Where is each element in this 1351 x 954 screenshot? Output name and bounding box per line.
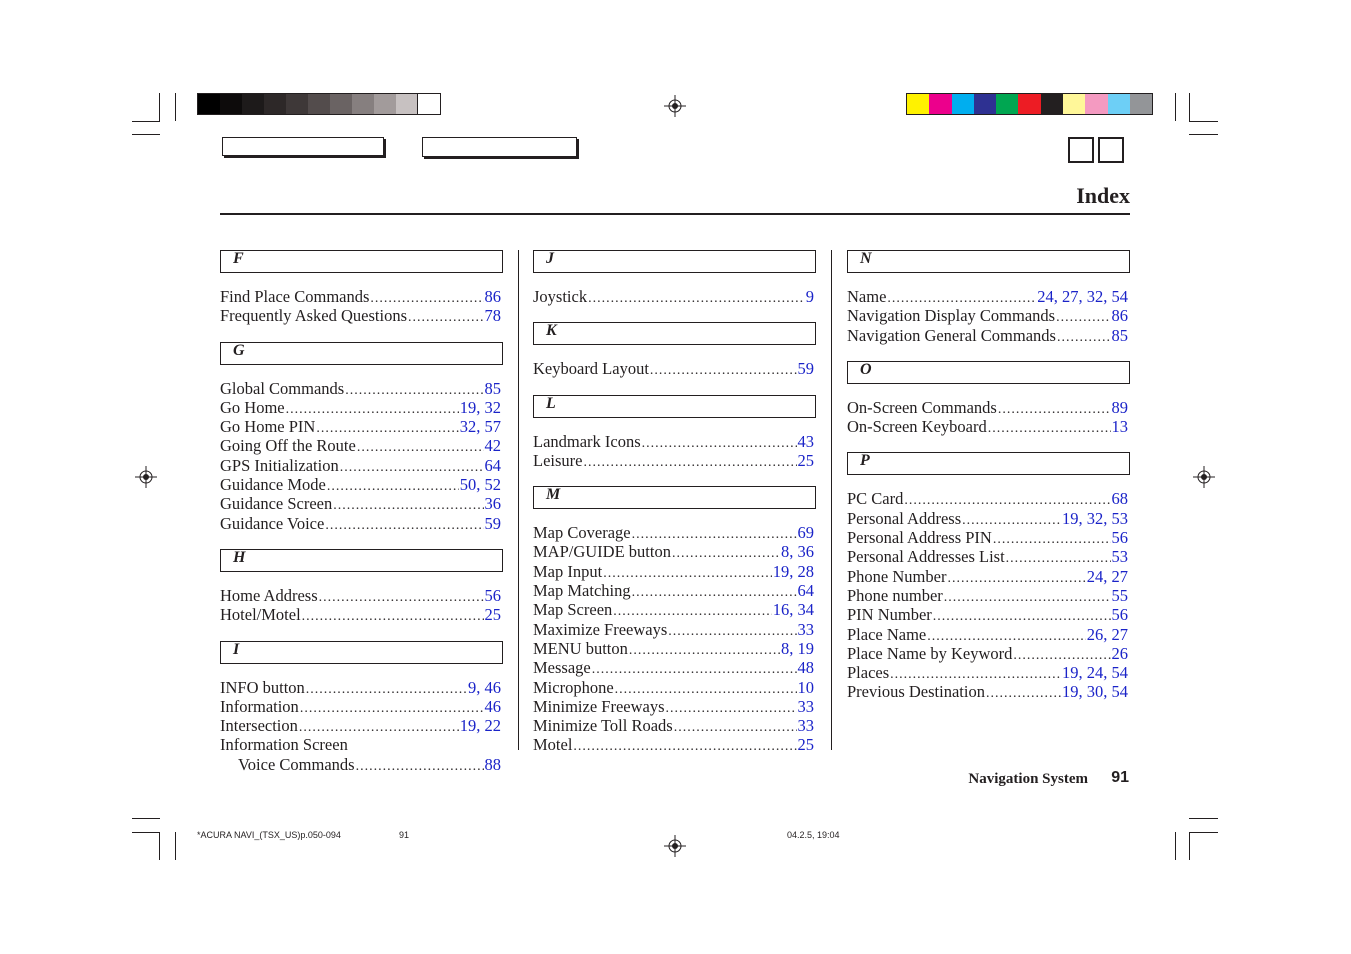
entry-page-link[interactable]: 48 [797, 658, 814, 678]
index-entry-list [533, 359, 816, 378]
leader-dots [988, 419, 1111, 438]
swatch [242, 94, 264, 114]
swatch [1063, 94, 1085, 114]
index-entry [220, 586, 503, 605]
index-entry [847, 417, 1130, 436]
leader-dots [319, 588, 484, 607]
index-entry [847, 644, 1130, 663]
entry-label: Information Screen [220, 735, 348, 755]
entry-label: Guidance Voice [220, 513, 325, 533]
section-letter: N [860, 250, 872, 267]
leader-dots [1057, 328, 1111, 347]
index-entry [533, 562, 816, 581]
leader-dots [933, 607, 1111, 626]
index-column-2 [533, 250, 816, 771]
leader-dots [615, 680, 797, 699]
leader-dots [302, 607, 484, 626]
index-entry [533, 697, 816, 716]
leader-dots [333, 496, 483, 515]
column-divider [518, 250, 519, 750]
entry-page-link[interactable]: 19, 22 [459, 716, 501, 736]
entry-page-link[interactable]: 9 [805, 287, 814, 306]
leader-dots [927, 627, 1085, 646]
entry-label: Keyboard Layout [533, 359, 649, 379]
entry-label: Place Name by Keyword [847, 643, 1013, 663]
entry-label: Guidance Screen [220, 494, 333, 514]
swatch [1085, 94, 1107, 114]
index-entry [847, 326, 1130, 345]
index-entry-list [220, 678, 503, 774]
swatch [974, 94, 996, 114]
entry-page-link[interactable]: 85 [484, 378, 501, 398]
section-letter: F [233, 250, 244, 267]
entry-label: On-Screen Commands [847, 397, 997, 417]
entry-page-link[interactable]: 19, 28 [772, 561, 814, 581]
section-letter-box [533, 395, 816, 418]
entry-label: Information [220, 696, 299, 716]
leader-dots [674, 718, 797, 737]
column-divider [831, 250, 832, 750]
index-entry [220, 456, 503, 475]
entry-label: Find Place Commands [220, 287, 370, 306]
index-entry [220, 287, 503, 306]
index-entry [220, 475, 503, 494]
section-letter-box [220, 549, 503, 572]
index-entry [847, 663, 1130, 682]
entry-label: Map Matching [533, 581, 631, 601]
leader-dots [668, 622, 796, 641]
index-entry [533, 523, 816, 542]
swatch [1130, 94, 1152, 114]
entry-page-link[interactable]: 69 [797, 523, 814, 543]
index-entry-list [847, 489, 1130, 701]
index-entry [847, 605, 1130, 624]
entry-label: Places [847, 663, 890, 683]
entry-label: Maximize Freeways [533, 619, 668, 639]
entry-label: Map Screen [533, 600, 613, 620]
entry-page-link[interactable]: 56 [1111, 528, 1128, 548]
entry-label: Minimize Toll Roads [533, 716, 673, 736]
leader-dots [947, 569, 1085, 588]
footer-label: Navigation System [968, 771, 1088, 787]
leader-dots [408, 308, 484, 327]
registration-mark-icon [664, 95, 686, 117]
index-entry [533, 600, 816, 619]
index-entry [533, 451, 816, 470]
leader-dots [356, 757, 484, 776]
entry-page-link[interactable]: 59 [484, 513, 501, 533]
entry-page-link[interactable]: 85 [1111, 325, 1128, 345]
header-box-left [222, 137, 384, 156]
index-column-1 [220, 250, 503, 790]
entry-page-link[interactable]: 64 [797, 581, 814, 601]
section-letter: O [860, 360, 872, 378]
entry-label: Map Input [533, 561, 603, 581]
index-entry [847, 567, 1130, 586]
registration-mark-icon [135, 466, 157, 488]
index-entry [533, 735, 816, 754]
leader-dots [962, 511, 1061, 530]
swatch [352, 94, 374, 114]
title-rule [220, 213, 1130, 215]
leader-dots [340, 458, 484, 477]
section-letter: J [546, 250, 554, 267]
leader-dots [666, 699, 797, 718]
entry-label: Motel [533, 735, 573, 755]
entry-page-link[interactable]: 33 [797, 696, 814, 716]
entry-label: INFO button [220, 677, 305, 697]
entry-page-link[interactable]: 64 [484, 455, 501, 475]
entry-label: Phone number [847, 585, 943, 605]
index-entry-list [533, 432, 816, 471]
index-entry [847, 306, 1130, 325]
entry-label: Global Commands [220, 378, 345, 398]
leader-dots [583, 453, 796, 472]
entry-page-link[interactable]: 19, 32, 53 [1062, 508, 1128, 528]
entry-page-link[interactable]: 8, 19 [781, 638, 814, 658]
entry-label: PIN Number [847, 605, 932, 625]
index-entry [220, 678, 503, 697]
section-letter-box [533, 322, 816, 345]
entry-page-link[interactable]: 19, 32 [459, 397, 501, 417]
entry-page-link[interactable]: 24, 27 [1086, 566, 1128, 586]
leader-dots [887, 289, 1036, 308]
leader-dots [672, 544, 780, 563]
entry-page-link[interactable]: 19, 30, 54 [1062, 682, 1128, 702]
leader-dots [345, 381, 483, 400]
leader-dots [357, 438, 484, 457]
entry-page-link[interactable]: 25 [797, 450, 814, 470]
entry-page-link[interactable]: 16, 34 [772, 600, 814, 620]
section-letter-box [533, 250, 816, 273]
entry-label: Microphone [533, 677, 614, 697]
index-entry-list [847, 287, 1130, 345]
entry-page-link[interactable]: 59 [797, 359, 814, 379]
entry-page-link[interactable]: 78 [484, 306, 501, 326]
registration-mark-icon [1193, 466, 1215, 488]
leader-dots [632, 525, 797, 544]
entry-page-link[interactable]: 42 [484, 436, 501, 456]
swatch [198, 94, 220, 114]
entry-page-link[interactable]: 36 [484, 494, 501, 514]
slug-date: 04.2.5, 19:04 [787, 830, 840, 840]
section-letter-box [847, 452, 1130, 475]
entry-page-link[interactable]: 26 [1111, 643, 1128, 663]
footer-page-number: 91 [1111, 769, 1129, 786]
entry-label: Map Coverage [533, 523, 631, 543]
entry-page-link[interactable]: 53 [1111, 547, 1128, 567]
index-entry [847, 509, 1130, 528]
swatch [1108, 94, 1130, 114]
swatch [1018, 94, 1040, 114]
leader-dots [325, 516, 483, 535]
index-entry [847, 547, 1130, 566]
entry-page-link[interactable]: 9, 46 [468, 677, 501, 697]
index-entry [533, 639, 816, 658]
entry-label: GPS Initialization [220, 455, 339, 475]
leader-dots [890, 665, 1061, 684]
entry-label: Hotel/Motel [220, 605, 301, 625]
index-entry [220, 755, 503, 774]
index-entry [220, 417, 503, 436]
swatch [1041, 94, 1063, 114]
index-entry [533, 287, 816, 306]
leader-dots [632, 583, 797, 602]
swatch [220, 94, 242, 114]
leader-dots [286, 400, 459, 419]
entry-label: Joystick [533, 287, 588, 306]
page-title: Index [1076, 183, 1130, 208]
section-letter: H [233, 548, 246, 566]
leader-dots [1006, 549, 1111, 568]
index-entry [220, 379, 503, 398]
tab-box [1098, 137, 1124, 163]
entry-label: MENU button [533, 638, 628, 658]
header-box-right [422, 137, 577, 157]
entry-page-link[interactable]: 33 [797, 619, 814, 639]
slug-page: 91 [399, 830, 410, 840]
index-entry [847, 625, 1130, 644]
entry-label: Personal Address [847, 508, 962, 528]
slug-filename: *ACURA NAVI_(TSX_US)p.050-094 [197, 830, 341, 840]
swatch [308, 94, 330, 114]
index-entry [220, 436, 503, 455]
index-entry [220, 605, 503, 624]
index-column-3 [847, 250, 1130, 718]
index-entry [847, 398, 1130, 417]
entry-page-link[interactable]: 25 [484, 605, 501, 625]
swatch [396, 94, 418, 114]
leader-dots [299, 718, 459, 737]
swatch [929, 94, 951, 114]
entry-label: Go Home [220, 397, 285, 417]
swatch [907, 94, 929, 114]
entry-label: PC Card [847, 489, 904, 509]
entry-page-link[interactable]: 25 [797, 735, 814, 755]
entry-page-link[interactable]: 46 [484, 696, 501, 716]
index-entry [533, 542, 816, 561]
entry-label: Personal Address PIN [847, 528, 992, 548]
entry-page-link[interactable]: 88 [484, 754, 501, 774]
registration-mark-icon [664, 835, 686, 857]
section-letter-box [847, 361, 1130, 384]
swatch [952, 94, 974, 114]
entry-page-link[interactable]: 56 [484, 585, 501, 605]
leader-dots [1056, 308, 1110, 327]
leader-dots [904, 491, 1110, 510]
tab-box [1068, 137, 1094, 163]
index-entry [220, 306, 503, 325]
leader-dots [629, 641, 780, 660]
entry-page-link[interactable]: 43 [797, 431, 814, 451]
section-letter: I [233, 640, 240, 658]
entry-label: Home Address [220, 585, 318, 605]
entry-label: Guidance Mode [220, 475, 326, 495]
entry-label: Name [847, 287, 887, 306]
leader-dots [327, 477, 459, 496]
swatch [264, 94, 286, 114]
entry-label: MAP/GUIDE button [533, 542, 671, 562]
swatch [286, 94, 308, 114]
entry-label: Going Off the Route [220, 436, 356, 456]
entry-page-link[interactable]: 86 [484, 287, 501, 306]
leader-dots [592, 660, 797, 679]
section-letter: K [546, 322, 557, 340]
index-entry [533, 359, 816, 378]
swatch [996, 94, 1018, 114]
index-entry [220, 735, 503, 754]
index-entry [533, 658, 816, 677]
index-entry [220, 716, 503, 735]
leader-dots [588, 289, 805, 308]
index-entry [533, 678, 816, 697]
entry-page-link[interactable]: 10 [797, 677, 814, 697]
index-entry [533, 432, 816, 451]
entry-page-link[interactable]: 8, 36 [781, 542, 814, 562]
entry-label: Landmark Icons [533, 431, 641, 451]
entry-label: On-Screen Keyboard [847, 417, 987, 437]
leader-dots [944, 588, 1111, 607]
entry-page-link[interactable]: 24, 27, 32, 54 [1037, 287, 1128, 306]
section-letter-box [220, 342, 503, 365]
index-entry [533, 581, 816, 600]
entry-label: Leisure [533, 450, 583, 470]
index-entry [220, 398, 503, 417]
index-entry [847, 489, 1130, 508]
index-entry [220, 697, 503, 716]
entry-label: Navigation General Commands [847, 325, 1056, 345]
section-letter-box [220, 250, 503, 273]
index-entry [847, 287, 1130, 306]
entry-label: Previous Destination [847, 682, 985, 702]
index-entry [533, 620, 816, 639]
entry-page-link[interactable]: 26, 27 [1086, 624, 1128, 644]
index-entry-list [533, 287, 816, 306]
entry-label: Message [533, 658, 591, 678]
leader-dots [1013, 646, 1110, 665]
section-letter-box [220, 641, 503, 664]
entry-page-link[interactable]: 13 [1111, 417, 1128, 437]
leader-dots [603, 564, 772, 583]
index-entry-list [220, 586, 503, 625]
section-letter: P [860, 452, 870, 470]
swatch [418, 94, 440, 114]
entry-page-link[interactable]: 32, 57 [459, 417, 501, 437]
leader-dots [993, 530, 1111, 549]
entry-page-link[interactable]: 19, 24, 54 [1062, 663, 1128, 683]
entry-label: Phone Number [847, 566, 947, 586]
index-entry [220, 514, 503, 533]
entry-label: Intersection [220, 716, 298, 736]
leader-dots [642, 434, 797, 453]
leader-dots [306, 680, 467, 699]
entry-page-link[interactable]: 55 [1111, 585, 1128, 605]
index-entry [847, 586, 1130, 605]
section-letter: G [233, 341, 245, 359]
index-entry-list [220, 379, 503, 533]
section-letter: M [546, 486, 561, 504]
entry-label: Frequently Asked Questions [220, 306, 407, 326]
index-entry-list [220, 287, 503, 326]
index-entry [847, 682, 1130, 701]
leader-dots [573, 737, 796, 756]
entry-label: Go Home PIN [220, 417, 316, 437]
color-swatch-bar [906, 93, 1153, 115]
entry-page-link[interactable]: 68 [1111, 489, 1128, 509]
leader-dots [650, 361, 797, 380]
entry-page-link[interactable]: 89 [1111, 397, 1128, 417]
swatch [374, 94, 396, 114]
entry-page-link[interactable]: 50, 52 [459, 475, 501, 495]
entry-label: Place Name [847, 624, 927, 644]
leader-dots [986, 684, 1061, 703]
leader-dots [316, 419, 458, 438]
entry-page-link[interactable]: 86 [1111, 306, 1128, 326]
entry-page-link[interactable]: 33 [797, 716, 814, 736]
leader-dots [370, 289, 483, 308]
leader-dots [998, 400, 1111, 419]
section-letter: L [546, 394, 556, 412]
entry-label: Minimize Freeways [533, 696, 665, 716]
entry-page-link[interactable]: 56 [1111, 605, 1128, 625]
index-entry [533, 716, 816, 735]
index-entry-list [533, 523, 816, 755]
gray-swatch-bar [197, 93, 441, 115]
leader-dots [613, 602, 771, 621]
entry-label: Navigation Display Commands [847, 306, 1056, 326]
leader-dots [300, 699, 484, 718]
entry-label: Personal Addresses List [847, 547, 1005, 567]
index-entry-list [847, 398, 1130, 437]
entry-label: Voice Commands [238, 754, 355, 774]
index-entry [847, 528, 1130, 547]
index-entry [220, 494, 503, 513]
section-letter-box [847, 250, 1130, 273]
swatch [330, 94, 352, 114]
section-letter-box [533, 486, 816, 509]
